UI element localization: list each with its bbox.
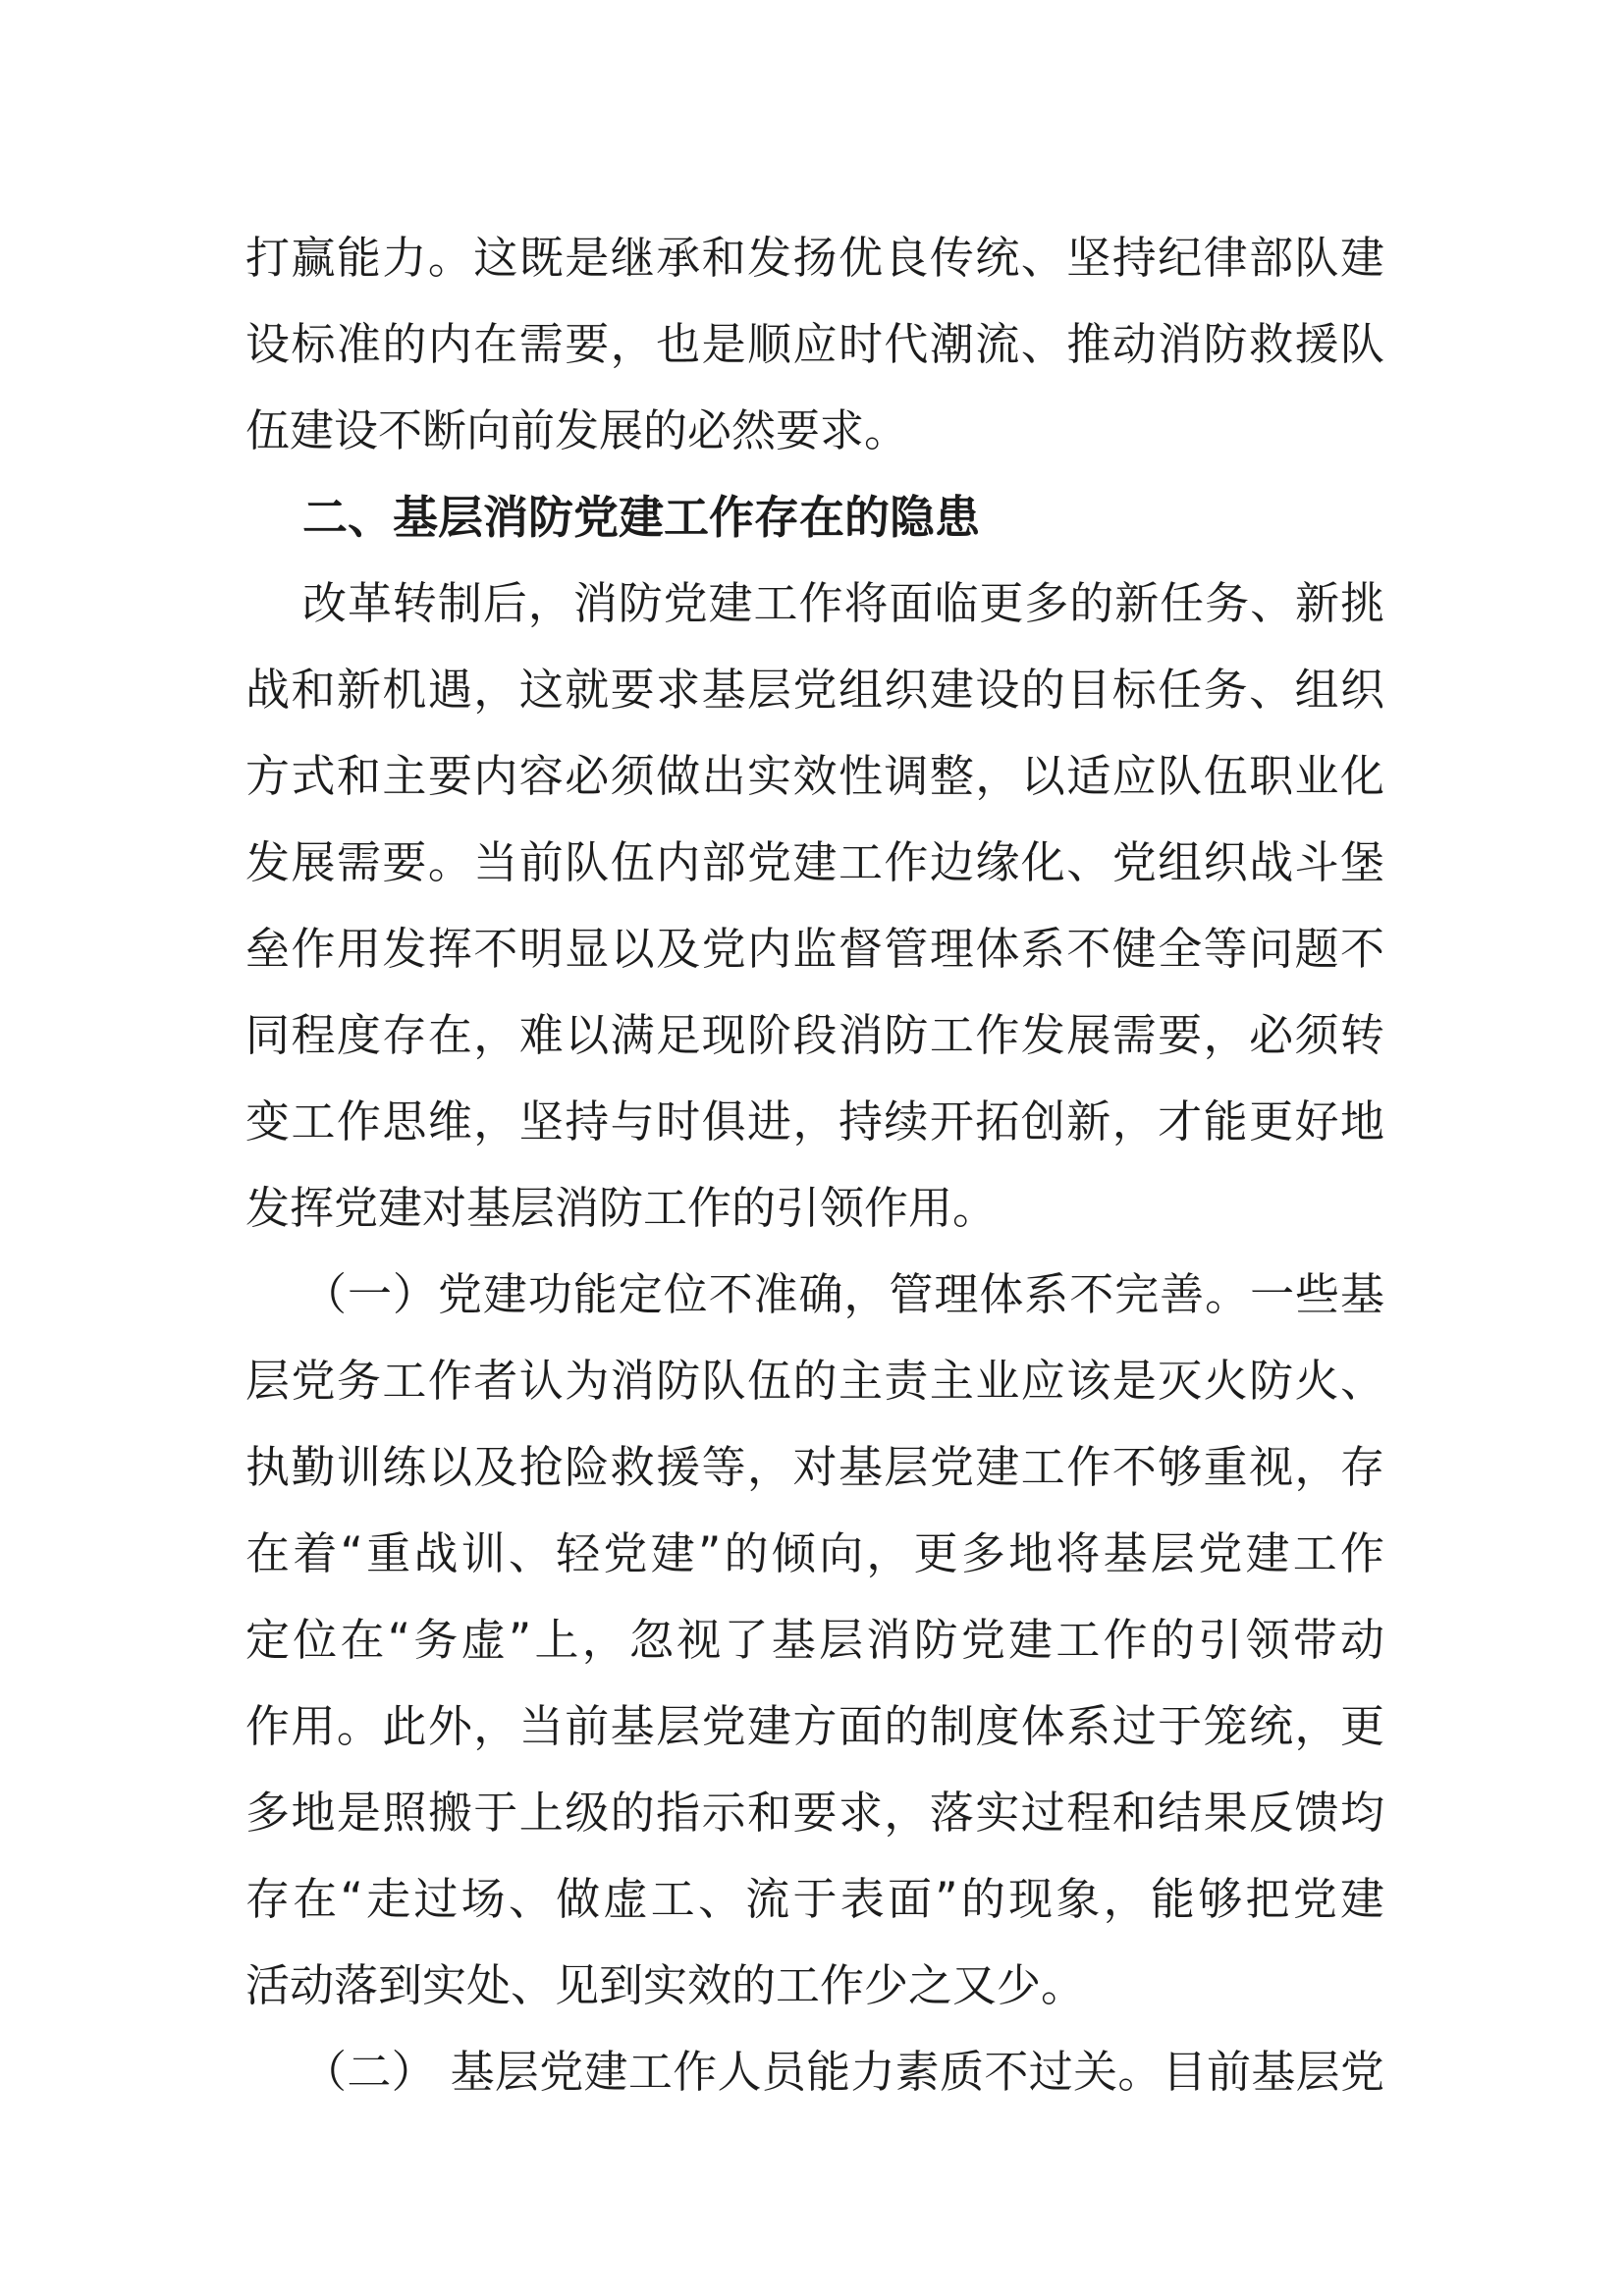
text-line: 打赢能力。这既是继承和发扬优良传统、坚持纪律部队建 <box>245 232 1384 284</box>
text-line: 伍建设不断向前发展的必然要求。 <box>245 404 909 456</box>
text-line: 多地是照搬于上级的指示和要求，落实过程和结果反馈均 <box>245 1787 1384 1839</box>
text-line: 设标准的内在需要，也是顺应时代潮流、推动消防救援队 <box>245 318 1384 370</box>
text-line: 存在“走过场、做虚工、流于表面”的现象，能够把党建 <box>245 1873 1384 1925</box>
text-line: 同程度存在，难以满足现阶段消防工作发展需要，必须转 <box>245 1009 1384 1061</box>
text-line: 执勤训练以及抢险救援等，对基层党建工作不够重视，存 <box>245 1441 1384 1493</box>
text-line: 定位在“务虚”上，忽视了基层消防党建工作的引领带动 <box>245 1614 1384 1666</box>
text-line: 在着“重战训、轻党建”的倾向，更多地将基层党建工作 <box>245 1527 1384 1579</box>
text-line: （一）党建功能定位不准确，管理体系不完善。一些基 <box>302 1268 1384 1320</box>
text-line: （二） 基层党建工作人员能力素质不过关。目前基层党 <box>302 2046 1384 2098</box>
text-line: 方式和主要内容必须做出实效性调整，以适应队伍职业化 <box>245 750 1384 802</box>
text-line: 作用。此外，当前基层党建方面的制度体系过于笼统，更 <box>245 1700 1384 1752</box>
section-heading: 二、基层消防党建工作存在的隐患 <box>302 491 980 544</box>
text-line: 变工作思维，坚持与时俱进，持续开拓创新，才能更好地 <box>245 1095 1384 1148</box>
text-line: 改革转制后，消防党建工作将面临更多的新任务、新挑 <box>302 577 1384 629</box>
text-line: 战和新机遇，这就要求基层党组织建设的目标任务、组织 <box>245 664 1384 716</box>
text-line: 层党务工作者认为消防队伍的主责主业应该是灭火防火、 <box>245 1355 1384 1407</box>
text-line: 发挥党建对基层消防工作的引领作用。 <box>245 1182 998 1234</box>
text-line: 垒作用发挥不明显以及党内监督管理体系不健全等问题不 <box>245 923 1384 975</box>
text-line: 发展需要。当前队伍内部党建工作边缘化、党组织战斗堡 <box>245 836 1384 888</box>
text-line: 活动落到实处、见到实效的工作少之又少。 <box>245 1959 1086 2011</box>
